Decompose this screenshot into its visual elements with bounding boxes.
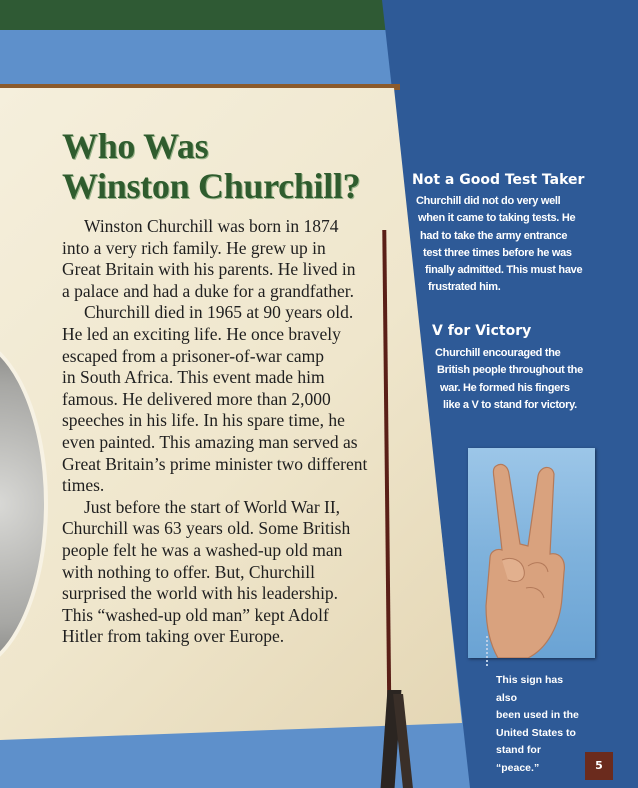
line: United States to [496, 726, 576, 739]
line: surprised the world with his leadership. [62, 583, 339, 604]
photo-caption [496, 672, 582, 777]
line: a palace and had a duke for a grandfather. [62, 280, 354, 301]
line: stand for “peace.” [496, 744, 541, 774]
line: with nothing to offer. But, Churchill [62, 561, 315, 582]
test-taker-text [412, 193, 587, 297]
line: Churchill encouraged the [435, 347, 561, 359]
line: speeches in his life. In his spare time, he [62, 410, 345, 431]
paragraph [62, 302, 382, 496]
line: British people throughout the [437, 364, 583, 377]
body-text [62, 216, 382, 648]
victory-heading: V for Victory [432, 323, 532, 339]
line: like a V to stand for victory. [443, 398, 577, 411]
victory-hand-photo [468, 448, 595, 658]
line: escaped from a prisoner-of-war camp [62, 345, 325, 366]
line: people felt he was a washed-up old man [62, 539, 343, 560]
line: Just before the start of World War II, [84, 496, 341, 517]
line: He led an exciting life. He once bravely [62, 323, 341, 344]
paragraph [62, 216, 382, 302]
line: Great Britain with his parents. He lived in [62, 259, 356, 280]
line: frustrated him. [428, 281, 501, 294]
line: into a very rich family. He grew up in [62, 237, 326, 258]
test-taker-heading: Not a Good Test Taker [412, 172, 585, 188]
line: finally admitted. This must have [425, 264, 583, 277]
line: Churchill did not do very well [416, 195, 561, 207]
line: Churchill died in 1965 at 90 years old. [84, 302, 354, 323]
page-number: 5 [585, 752, 613, 780]
caption-pointer-dots [486, 636, 491, 666]
line: war. He formed his fingers [440, 381, 570, 394]
line: test three times before he was [423, 246, 572, 259]
line: This “washed-up old man” kept Adolf [62, 604, 329, 625]
page-title [62, 126, 360, 206]
line: times. [62, 475, 105, 496]
line: been used in the [496, 709, 579, 721]
line: Great Britain’s prime minister two different [62, 453, 368, 474]
line: when it came to taking tests. He [418, 212, 576, 225]
title-line: Who Was [62, 126, 209, 166]
victory-text [434, 345, 594, 414]
v-sign-hand-icon [468, 448, 595, 658]
paragraph [62, 497, 382, 648]
line: This sign has also [496, 674, 564, 704]
line: had to take the army entrance [420, 229, 568, 242]
line: Hitler from taking over Europe. [62, 626, 285, 647]
line: famous. He delivered more than 2,000 [62, 388, 331, 409]
line: Churchill was 63 years old. Some British [62, 518, 351, 539]
line: even painted. This amazing man served as [62, 431, 358, 452]
line: in South Africa. This event made him [62, 367, 325, 388]
title-line: Winston Churchill? [62, 166, 361, 206]
line: Winston Churchill was born in 1874 [84, 216, 339, 236]
